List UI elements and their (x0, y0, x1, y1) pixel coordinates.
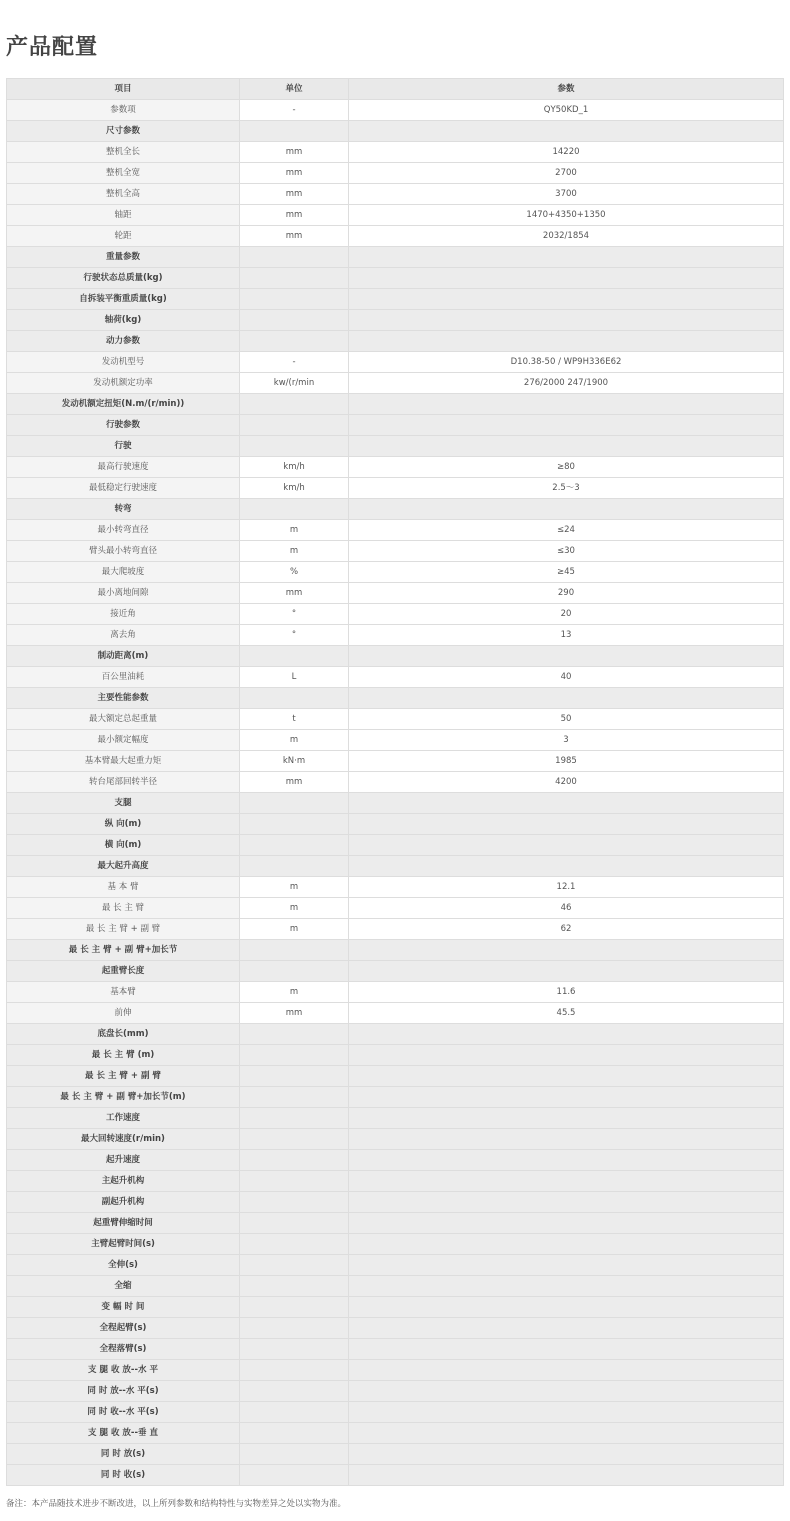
cell-item-name: 最低稳定行驶速度 (7, 478, 240, 499)
cell-unit (240, 247, 349, 268)
table-row (7, 919, 784, 940)
cell-value: 14220 (349, 142, 784, 163)
table-section-row (7, 1192, 784, 1213)
cell-item-name: 行驶参数 (7, 415, 240, 436)
header-value: 参数 (349, 79, 784, 100)
cell-value (349, 499, 784, 520)
cell-unit: - (240, 100, 349, 121)
cell-value: 276/2000 247/1900 (349, 373, 784, 394)
cell-value (349, 1150, 784, 1171)
cell-value (349, 1381, 784, 1402)
table-row (7, 898, 784, 919)
table-section-row (7, 1024, 784, 1045)
cell-value (349, 1024, 784, 1045)
cell-item-name: 转台尾部回转半径 (7, 772, 240, 793)
cell-unit (240, 1360, 349, 1381)
cell-item-name: 最大回转速度(r/min) (7, 1129, 240, 1150)
cell-item-name: 最小离地间隙 (7, 583, 240, 604)
cell-item-name: 起重臂长度 (7, 961, 240, 982)
cell-unit (240, 1297, 349, 1318)
table-section-row (7, 940, 784, 961)
cell-item-name: 臂头最小转弯直径 (7, 541, 240, 562)
cell-value: 4200 (349, 772, 784, 793)
cell-unit: kw/(r/min (240, 373, 349, 394)
table-section-row (7, 1108, 784, 1129)
table-section-row (7, 1129, 784, 1150)
table-row (7, 163, 784, 184)
cell-item-name: 起重臂伸缩时间 (7, 1213, 240, 1234)
cell-unit (240, 436, 349, 457)
cell-value (349, 1423, 784, 1444)
cell-unit (240, 1192, 349, 1213)
table-row (7, 184, 784, 205)
cell-value: 3700 (349, 184, 784, 205)
cell-value (349, 436, 784, 457)
header-unit: 单位 (240, 79, 349, 100)
table-section-row (7, 835, 784, 856)
table-section-row (7, 1402, 784, 1423)
cell-item-name: 纵 向(m) (7, 814, 240, 835)
cell-item-name: 主要性能参数 (7, 688, 240, 709)
table-section-row (7, 268, 784, 289)
table-section-row (7, 310, 784, 331)
cell-unit (240, 1465, 349, 1486)
cell-item-name: 前伸 (7, 1003, 240, 1024)
cell-value (349, 940, 784, 961)
cell-value (349, 268, 784, 289)
table-section-row (7, 331, 784, 352)
cell-value (349, 1192, 784, 1213)
table-section-row (7, 1066, 784, 1087)
cell-value: 45.5 (349, 1003, 784, 1024)
cell-item-name: 主起升机构 (7, 1171, 240, 1192)
cell-unit (240, 499, 349, 520)
cell-value: 290 (349, 583, 784, 604)
table-row (7, 562, 784, 583)
cell-value (349, 415, 784, 436)
cell-item-name: 全伸(s) (7, 1255, 240, 1276)
cell-unit: L (240, 667, 349, 688)
cell-value: 62 (349, 919, 784, 940)
cell-item-name: 最小转弯直径 (7, 520, 240, 541)
cell-item-name: 主臂起臂时间(s) (7, 1234, 240, 1255)
cell-item-name: 工作速度 (7, 1108, 240, 1129)
cell-value: ≤24 (349, 520, 784, 541)
cell-unit (240, 961, 349, 982)
cell-unit (240, 1318, 349, 1339)
cell-value: 1470+4350+1350 (349, 205, 784, 226)
table-section-row (7, 1297, 784, 1318)
cell-value (349, 1360, 784, 1381)
cell-value (349, 1171, 784, 1192)
cell-unit (240, 1066, 349, 1087)
table-section-row (7, 688, 784, 709)
cell-item-name: 最 长 主 臂 (7, 898, 240, 919)
cell-item-name: 全程落臂(s) (7, 1339, 240, 1360)
cell-value (349, 1402, 784, 1423)
page-title: 产品配置 (6, 35, 99, 60)
cell-unit (240, 1276, 349, 1297)
cell-unit: mm (240, 163, 349, 184)
cell-item-name: 基本臂最大起重力矩 (7, 751, 240, 772)
cell-value (349, 331, 784, 352)
table-row (7, 730, 784, 751)
cell-value (349, 121, 784, 142)
cell-unit (240, 1444, 349, 1465)
header-row (7, 79, 784, 100)
cell-unit: mm (240, 184, 349, 205)
cell-value (349, 1129, 784, 1150)
cell-item-name: 最 长 主 臂 + 副 臂+加长节 (7, 940, 240, 961)
cell-item-name: 尺寸参数 (7, 121, 240, 142)
cell-item-name: 基本臂 (7, 982, 240, 1003)
table-section-row (7, 121, 784, 142)
cell-value: QY50KD_1 (349, 100, 784, 121)
cell-item-name: 支腿 (7, 793, 240, 814)
cell-item-name: 动力参数 (7, 331, 240, 352)
cell-item-name: 横 向(m) (7, 835, 240, 856)
cell-value (349, 1066, 784, 1087)
cell-value: 12.1 (349, 877, 784, 898)
table-section-row (7, 1045, 784, 1066)
table-section-row (7, 793, 784, 814)
cell-unit (240, 1129, 349, 1150)
table-section-row (7, 1213, 784, 1234)
cell-value: 46 (349, 898, 784, 919)
cell-item-name: 行驶状态总质量(kg) (7, 268, 240, 289)
cell-item-name: 轴距 (7, 205, 240, 226)
cell-item-name: 副起升机构 (7, 1192, 240, 1213)
cell-unit (240, 835, 349, 856)
cell-item-name: 最大爬坡度 (7, 562, 240, 583)
table-row (7, 667, 784, 688)
cell-item-name: 起升速度 (7, 1150, 240, 1171)
cell-unit (240, 1150, 349, 1171)
cell-item-name: 最高行驶速度 (7, 457, 240, 478)
cell-unit (240, 1171, 349, 1192)
cell-item-name: 同 时 收--水 平(s) (7, 1402, 240, 1423)
table-row (7, 142, 784, 163)
cell-item-name: 最 长 主 臂 + 副 臂 (7, 1066, 240, 1087)
cell-unit: mm (240, 142, 349, 163)
cell-value: 2.5～3 (349, 478, 784, 499)
table-section-row (7, 1465, 784, 1486)
table-row (7, 709, 784, 730)
table-section-row (7, 1381, 784, 1402)
cell-unit (240, 688, 349, 709)
cell-item-name: 接近角 (7, 604, 240, 625)
cell-value (349, 1318, 784, 1339)
cell-value: ≥45 (349, 562, 784, 583)
cell-unit (240, 268, 349, 289)
cell-value (349, 1339, 784, 1360)
cell-unit (240, 940, 349, 961)
cell-unit (240, 1087, 349, 1108)
table-row (7, 1003, 784, 1024)
cell-unit: m (240, 520, 349, 541)
table-section-row (7, 247, 784, 268)
cell-unit (240, 814, 349, 835)
cell-item-name: 全程起臂(s) (7, 1318, 240, 1339)
spec-table-header (7, 79, 784, 100)
cell-item-name: 最大起升高度 (7, 856, 240, 877)
cell-unit (240, 856, 349, 877)
table-section-row (7, 1318, 784, 1339)
table-row (7, 541, 784, 562)
cell-value: 11.6 (349, 982, 784, 1003)
cell-value: 2032/1854 (349, 226, 784, 247)
cell-item-name: 最小额定幅度 (7, 730, 240, 751)
table-section-row (7, 394, 784, 415)
cell-item-name: 发动机额定功率 (7, 373, 240, 394)
cell-unit: m (240, 982, 349, 1003)
table-section-row (7, 1276, 784, 1297)
cell-item-name: 离去角 (7, 625, 240, 646)
table-section-row (7, 499, 784, 520)
cell-item-name: 轴荷(kg) (7, 310, 240, 331)
cell-item-name: 基 本 臂 (7, 877, 240, 898)
spec-table (6, 78, 784, 1486)
cell-item-name: 底盘长(mm) (7, 1024, 240, 1045)
cell-unit: km/h (240, 478, 349, 499)
cell-unit (240, 1402, 349, 1423)
cell-item-name: 变 幅 时 间 (7, 1297, 240, 1318)
cell-unit: ° (240, 625, 349, 646)
cell-value (349, 814, 784, 835)
cell-unit (240, 1234, 349, 1255)
cell-unit (240, 310, 349, 331)
cell-value (349, 856, 784, 877)
cell-unit: ° (240, 604, 349, 625)
cell-value: 3 (349, 730, 784, 751)
table-section-row (7, 1087, 784, 1108)
footer-note: 备注：本产品随技术进步不断改进，以上所列参数和结构特性与实物差异之处以实物为准。 (6, 1499, 347, 1509)
cell-value: ≥80 (349, 457, 784, 478)
cell-value (349, 1087, 784, 1108)
cell-value (349, 289, 784, 310)
cell-unit (240, 415, 349, 436)
table-row (7, 982, 784, 1003)
table-row (7, 751, 784, 772)
table-section-row (7, 415, 784, 436)
table-row (7, 877, 784, 898)
cell-item-name: 最 长 主 臂 (m) (7, 1045, 240, 1066)
cell-item-name: 百公里油耗 (7, 667, 240, 688)
cell-value (349, 1108, 784, 1129)
cell-unit (240, 121, 349, 142)
cell-unit (240, 1423, 349, 1444)
table-section-row (7, 436, 784, 457)
cell-item-name: 整机全长 (7, 142, 240, 163)
table-row (7, 604, 784, 625)
cell-value (349, 394, 784, 415)
cell-unit (240, 1213, 349, 1234)
cell-value (349, 1444, 784, 1465)
table-section-row (7, 814, 784, 835)
cell-value: 2700 (349, 163, 784, 184)
cell-item-name: 参数项 (7, 100, 240, 121)
cell-unit (240, 394, 349, 415)
table-section-row (7, 1423, 784, 1444)
table-row (7, 226, 784, 247)
cell-unit: m (240, 919, 349, 940)
table-section-row (7, 1255, 784, 1276)
table-section-row (7, 289, 784, 310)
cell-value: 40 (349, 667, 784, 688)
cell-value (349, 1465, 784, 1486)
table-section-row (7, 1150, 784, 1171)
cell-item-name: 支 腿 收 放--垂 直 (7, 1423, 240, 1444)
cell-item-name: 全缩 (7, 1276, 240, 1297)
cell-unit (240, 1108, 349, 1129)
table-section-row (7, 1444, 784, 1465)
cell-item-name: 同 时 放--水 平(s) (7, 1381, 240, 1402)
cell-item-name: 轮距 (7, 226, 240, 247)
cell-unit (240, 289, 349, 310)
cell-item-name: 行驶 (7, 436, 240, 457)
cell-unit (240, 1255, 349, 1276)
table-section-row (7, 646, 784, 667)
spec-table-body (7, 100, 784, 1486)
cell-unit: % (240, 562, 349, 583)
cell-item-name: 同 时 收(s) (7, 1465, 240, 1486)
table-row (7, 457, 784, 478)
cell-value: 13 (349, 625, 784, 646)
cell-item-name: 自拆装平衡重质量(kg) (7, 289, 240, 310)
table-section-row (7, 1360, 784, 1381)
cell-unit: m (240, 541, 349, 562)
table-row (7, 373, 784, 394)
cell-value: 1985 (349, 751, 784, 772)
cell-unit: kN·m (240, 751, 349, 772)
cell-value (349, 1276, 784, 1297)
table-section-row (7, 1171, 784, 1192)
cell-unit (240, 1024, 349, 1045)
cell-item-name: 同 时 放(s) (7, 1444, 240, 1465)
cell-value (349, 310, 784, 331)
cell-item-name: 发动机型号 (7, 352, 240, 373)
cell-unit: mm (240, 583, 349, 604)
cell-unit (240, 1045, 349, 1066)
cell-unit (240, 1381, 349, 1402)
cell-value (349, 793, 784, 814)
table-section-row (7, 961, 784, 982)
table-row (7, 478, 784, 499)
table-row (7, 205, 784, 226)
cell-unit: m (240, 730, 349, 751)
cell-unit: mm (240, 205, 349, 226)
cell-value (349, 646, 784, 667)
cell-value (349, 688, 784, 709)
cell-unit: t (240, 709, 349, 730)
cell-unit: mm (240, 1003, 349, 1024)
cell-unit: m (240, 898, 349, 919)
cell-unit (240, 646, 349, 667)
cell-item-name: 最 长 主 臂 + 副 臂 (7, 919, 240, 940)
table-row (7, 772, 784, 793)
table-row (7, 352, 784, 373)
table-row (7, 100, 784, 121)
cell-unit: m (240, 877, 349, 898)
cell-value: ≤30 (349, 541, 784, 562)
cell-item-name: 整机全高 (7, 184, 240, 205)
cell-value: 20 (349, 604, 784, 625)
cell-item-name: 整机全宽 (7, 163, 240, 184)
table-row (7, 625, 784, 646)
cell-unit: - (240, 352, 349, 373)
cell-item-name: 支 腿 收 放--水 平 (7, 1360, 240, 1381)
cell-value (349, 1255, 784, 1276)
cell-item-name: 制动距离(m) (7, 646, 240, 667)
cell-value (349, 835, 784, 856)
cell-item-name: 重量参数 (7, 247, 240, 268)
cell-item-name: 转弯 (7, 499, 240, 520)
cell-value: D10.38-50 / WP9H336E62 (349, 352, 784, 373)
cell-value: 50 (349, 709, 784, 730)
cell-value (349, 961, 784, 982)
cell-value (349, 1297, 784, 1318)
table-section-row (7, 1234, 784, 1255)
table-section-row (7, 856, 784, 877)
cell-unit: mm (240, 772, 349, 793)
cell-item-name: 发动机额定扭矩(N.m/(r/min)) (7, 394, 240, 415)
cell-unit (240, 1339, 349, 1360)
table-row (7, 583, 784, 604)
cell-unit (240, 331, 349, 352)
cell-unit: km/h (240, 457, 349, 478)
cell-item-name: 最大额定总起重量 (7, 709, 240, 730)
header-item: 项目 (7, 79, 240, 100)
table-row (7, 520, 784, 541)
cell-value (349, 1234, 784, 1255)
table-section-row (7, 1339, 784, 1360)
cell-unit: mm (240, 226, 349, 247)
cell-unit (240, 793, 349, 814)
cell-value (349, 247, 784, 268)
cell-value (349, 1213, 784, 1234)
cell-item-name: 最 长 主 臂 + 副 臂+加长节(m) (7, 1087, 240, 1108)
cell-value (349, 1045, 784, 1066)
